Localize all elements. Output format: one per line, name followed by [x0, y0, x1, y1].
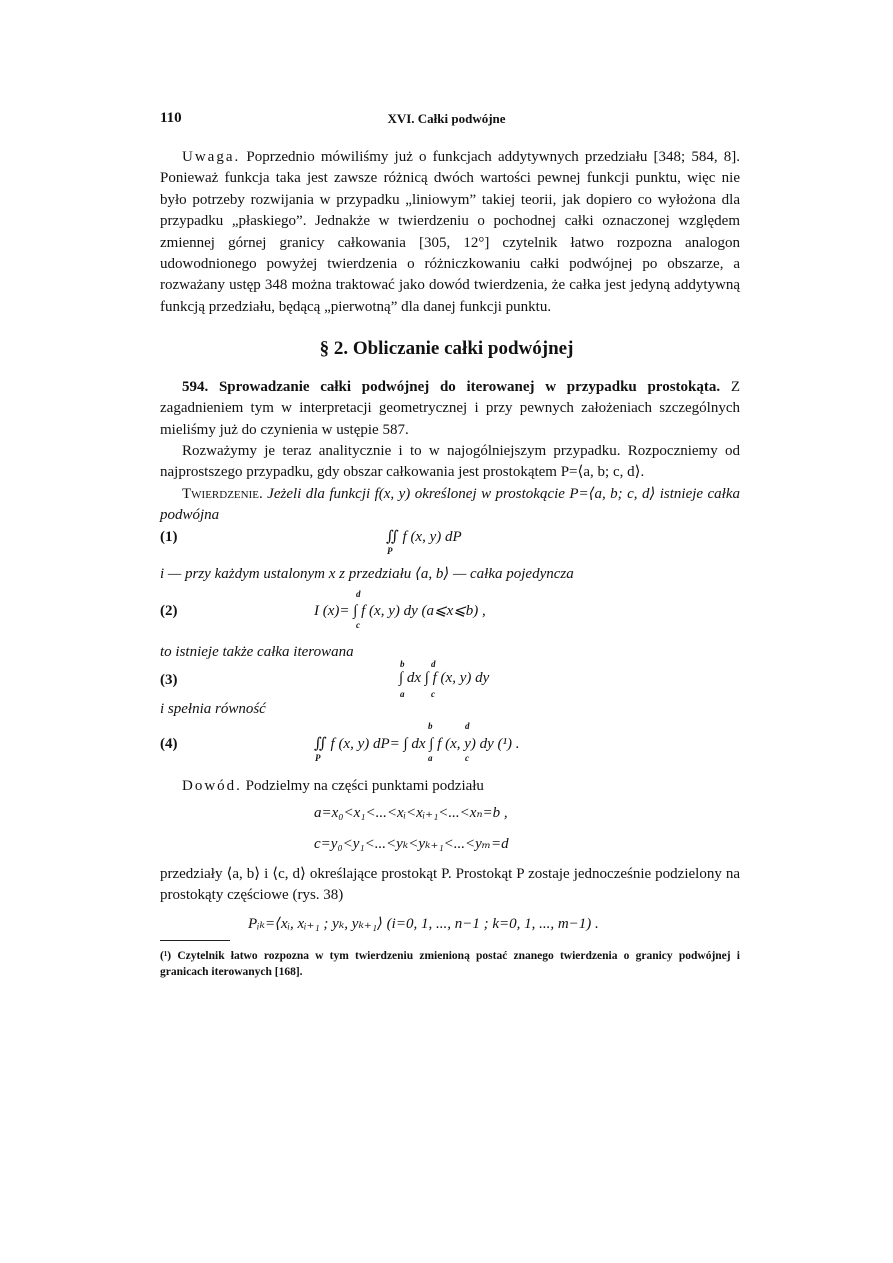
- eq3-upper1: b: [400, 659, 405, 669]
- eq4-label: (4): [160, 736, 178, 752]
- section-title: § 2. Obliczanie całki podwójnej: [319, 338, 574, 359]
- remark-text: Poprzednio mówiliśmy już o funkcjach addytywnych przedziału [348; 584, 8]. Ponieważ funkcja taka jest zawsze różnicą dwóch wartości pewnej funkcji punktu, więc nie było potrzeby rozwijania w przypadku „liniowym” takiej teorii, jak dopiero co wyłożona dla przypadku „płaskiego”. Jednakże w twierdzeniu o pochodnej całki oznaczonej względem zmiennej górnej granicy całkowania [305, 12°] czytelnik łatwo rozpozna analogon udowodnionego powyżej twierdzenia o różniczkowaniu całki podwójnej po obszarze, a rozważany ustęp 348 można traktować jako dowód twierdzenia, że całka jest jedyną addytywną funkcją przedziału, będącą „pierwotną” dla danej funkcji punktu.: [160, 149, 740, 315]
- eq2-upper: d: [356, 589, 361, 599]
- eq4-upper1: b: [428, 721, 433, 731]
- eq1-formula: ∬ f (x, y) dP: [386, 529, 462, 545]
- partition-x: a=x₀<x₁<...<xᵢ<xᵢ₊₁<...<xₙ=b ,: [314, 805, 508, 821]
- article-paragraph: [160, 377, 740, 441]
- remark-label: Uwaga.: [182, 149, 241, 165]
- eq3-upper2: d: [431, 659, 436, 669]
- eq4-upper2: d: [465, 721, 470, 731]
- eq3-lower1: a: [400, 689, 405, 699]
- proof-label: Dowód.: [182, 778, 242, 794]
- eq1-label: (1): [160, 529, 178, 545]
- eq4-lower2: c: [465, 753, 469, 763]
- eq4-sub: P: [315, 753, 321, 763]
- remark-paragraph: [160, 147, 740, 318]
- proof-text-2: przedziały ⟨a, b⟩ i ⟨c, d⟩ określające prostokąt P. Prostokąt P zostaje jednocześnie podzielony na prostokąty częściowe (rys. 38): [160, 866, 740, 904]
- theorem-paragraph: [160, 484, 740, 527]
- after-eq3: i spełnia równość: [160, 701, 266, 717]
- article-intro: Z zagadnieniem tym w interpretacji geometrycznej i przy pewnych założeniach szczególnych mieliśmy już do czynienia w ustępie 587.: [160, 379, 740, 438]
- running-title: XVI. Całki podwójne: [387, 111, 506, 126]
- footnote-text: Czytelnik łatwo rozpozna w tym twierdzeniu zmienioną postać znanego twierdzenia o granicy podwójnej i granicach iterowanych [168].: [160, 950, 740, 978]
- eq2-label: (2): [160, 603, 178, 619]
- eq2-lower: c: [356, 620, 360, 630]
- eq2-formula: I (x)= ∫ f (x, y) dy (a⩽x⩽b) ,: [314, 603, 486, 619]
- proof-text: Podzielmy na części punktami podziału: [245, 778, 484, 794]
- proof-intro: [160, 776, 740, 797]
- footnote: [160, 948, 740, 980]
- page-number: 110: [160, 110, 182, 126]
- eq4-formula: ∬ f (x, y) dP= ∫ dx ∫ f (x, y) dy (¹) .: [314, 736, 520, 752]
- eq3-label: (3): [160, 672, 178, 688]
- partition-y: c=y₀<y₁<...<yₖ<yₖ₊₁<...<yₘ=d: [314, 836, 509, 852]
- footnote-rule: [160, 940, 230, 941]
- eq4-lower1: a: [428, 753, 433, 763]
- theorem-text: Jeżeli dla funkcji f(x, y) określonej w prostokącie P=⟨a, b; c, d⟩ istnieje całka podwójna: [160, 486, 740, 524]
- article-heading: 594. Sprowadzanie całki podwójnej do iterowanej w przypadku prostokąta.: [182, 379, 721, 395]
- theorem-label: Twierdzenie.: [182, 486, 263, 502]
- after-eq2: to istnieje także całka iterowana: [160, 644, 354, 660]
- paragraph-2: Rozważymy je teraz analitycznie i to w najogólniejszym przypadku. Rozpoczniemy od najprostszego przypadku, gdy obszar całkowania jest prostokątem P=⟨a, b; c, d⟩.: [160, 443, 740, 481]
- eq3-lower2: c: [431, 689, 435, 699]
- eq3-formula: ∫ dx ∫ f (x, y) dy: [399, 670, 490, 686]
- rect-formula: Pᵢₖ=⟨xᵢ, xᵢ₊₁ ; yₖ, yₖ₊₁⟩ (i=0, 1, ..., n−1 ; k=0, 1, ..., m−1) .: [248, 916, 599, 932]
- after-eq1: i — przy każdym ustalonym x z przedziału ⟨a, b⟩ — całka pojedyncza: [160, 566, 574, 582]
- eq1-sub: P: [387, 546, 393, 556]
- footnote-mark: (¹): [160, 950, 172, 962]
